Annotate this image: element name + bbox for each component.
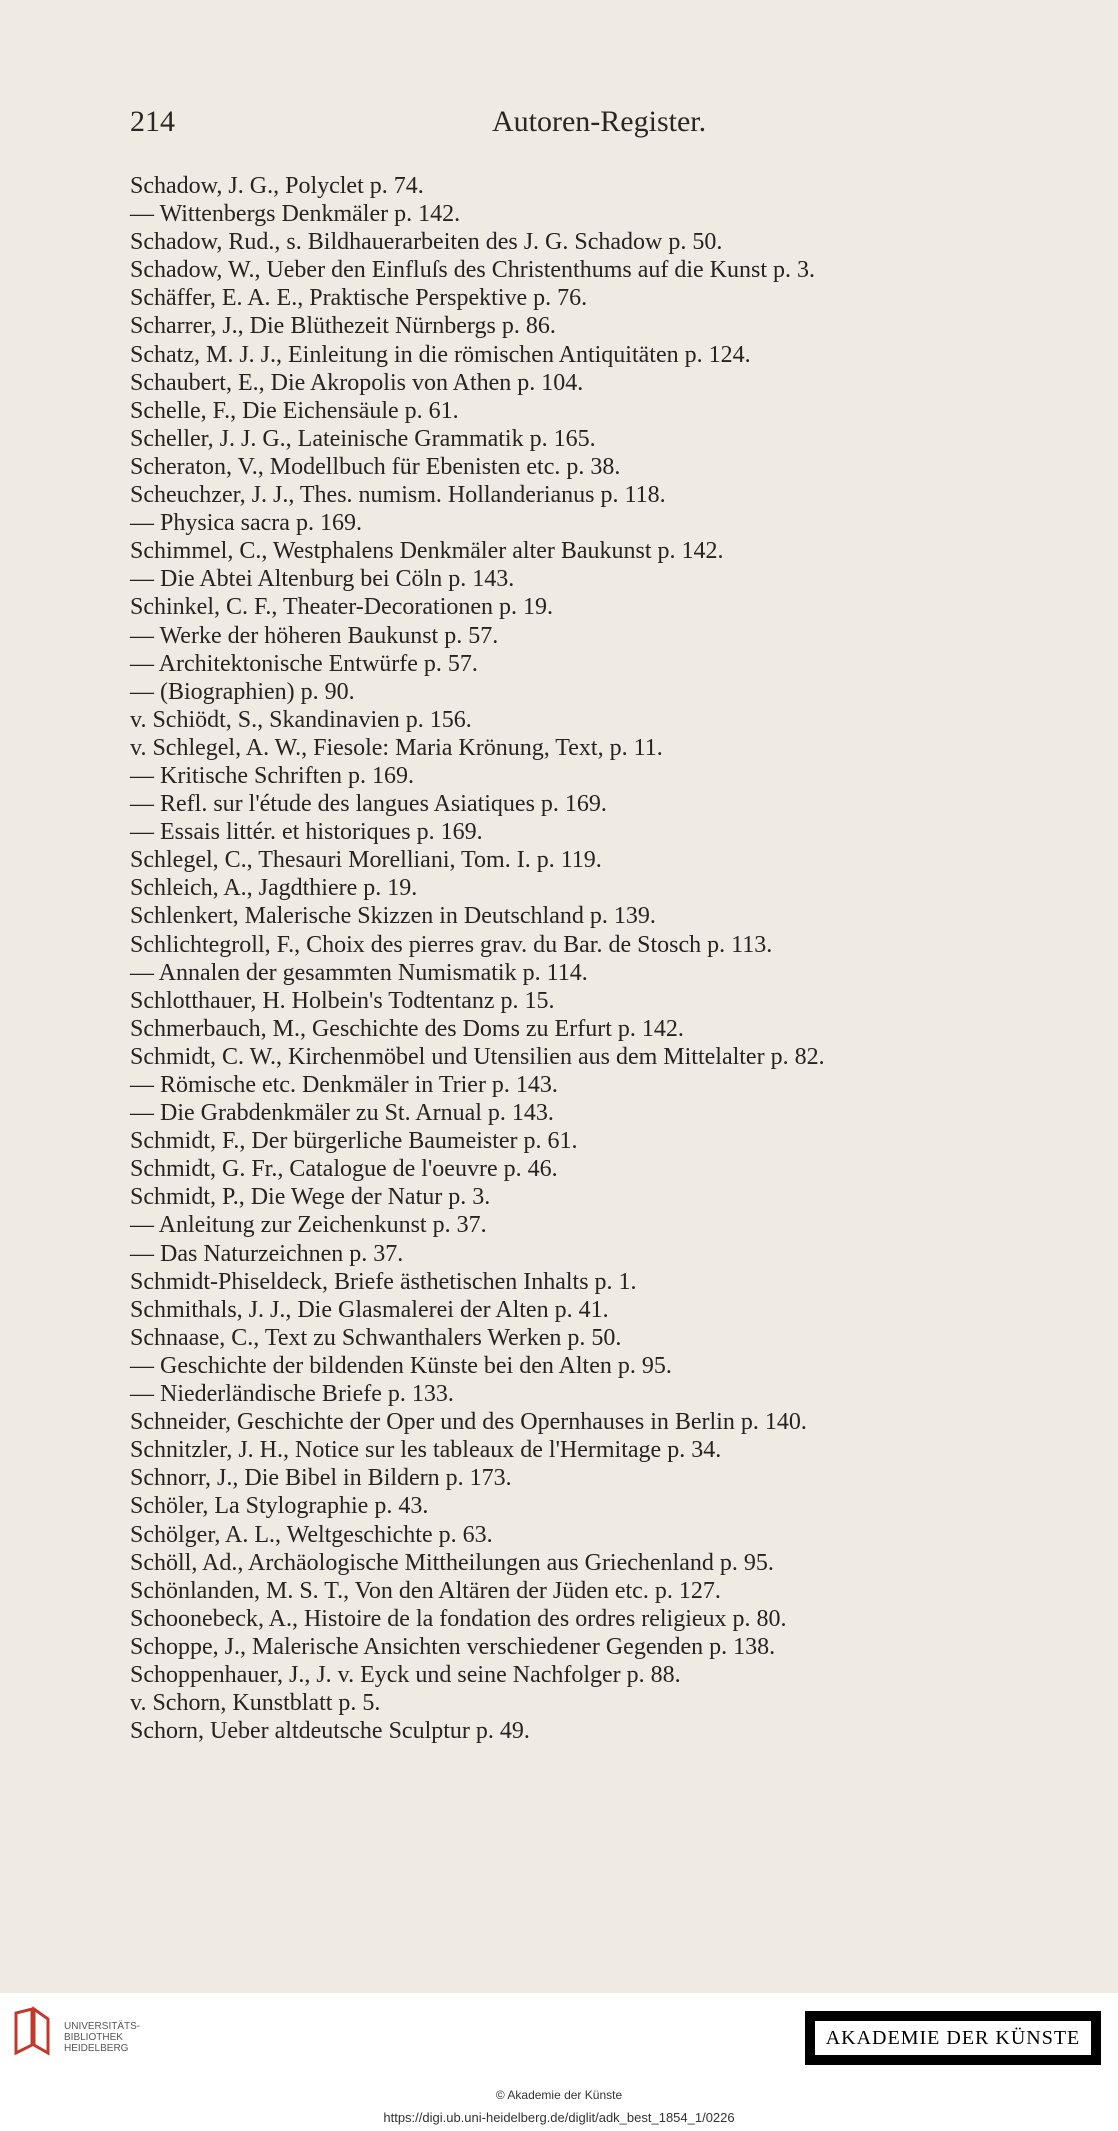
index-entry: Schneider, Geschichte der Oper und des Opernhauses in Berlin p. 140. [130, 1409, 807, 1436]
index-entry: Scheller, J. J. G., Lateinische Grammatik p. 165. [130, 425, 596, 452]
index-entry: Schoonebeck, A., Histoire de la fondation des ordres religieux p. 80. [130, 1605, 787, 1632]
adk-logo[interactable] [805, 2011, 1101, 2065]
author-index-list [130, 172, 1030, 1745]
index-entry: Schnaase, C., Text zu Schwanthalers Werken p. 50. [130, 1324, 622, 1351]
index-entry: Schimmel, C., Westphalens Denkmäler alter Baukunst p. 142. [130, 538, 724, 565]
index-entry: — Wittenbergs Denkmäler p. 142. [130, 201, 461, 228]
index-entry: — (Biographien) p. 90. [130, 678, 355, 705]
index-entry: — Das Naturzeichnen p. 37. [130, 1240, 404, 1267]
index-entry: Schaubert, E., Die Akropolis von Athen p. 104. [130, 369, 584, 396]
index-entry: — Anleitung zur Zeichenkunst p. 37. [130, 1212, 487, 1239]
index-entry: Schmidt-Phiseldeck, Briefe ästhetischen Inhalts p. 1. [130, 1268, 637, 1295]
index-entry: Schatz, M. J. J., Einleitung in die römischen Antiquitäten p. 124. [130, 341, 751, 368]
index-entry: — Werke der höheren Baukunst p. 57. [130, 622, 499, 649]
index-entry: Schadow, J. G., Polyclet p. 74. [130, 173, 424, 199]
index-entry: Schlotthauer, H. Holbein's Todtentanz p. 15. [130, 987, 555, 1014]
index-entry: — Die Grabdenkmäler zu St. Arnual p. 143. [130, 1100, 554, 1127]
index-entry: — Die Abtei Altenburg bei Cöln p. 143. [130, 566, 515, 593]
index-entry: Schelle, F., Die Eichensäule p. 61. [130, 397, 459, 424]
index-entry: Schlenkert, Malerische Skizzen in Deutschland p. 139. [130, 903, 656, 930]
index-entry: v. Schlegel, A. W., Fiesole: Maria Krönung, Text, p. 11. [130, 734, 663, 761]
index-entry: Schoppenhauer, J., J. v. Eyck und seine Nachfolger p. 88. [130, 1661, 681, 1688]
index-entry: Schmerbauch, M., Geschichte des Doms zu Erfurt p. 142. [130, 1015, 684, 1042]
index-entry: Schmidt, C. W., Kirchenmöbel und Utensilien aus dem Mittelalter p. 82. [130, 1043, 825, 1070]
running-head: Autoren-Register. [492, 105, 707, 138]
index-entry: Schadow, W., Ueber den Einfluſs des Christenthums auf die Kunst p. 3. [130, 257, 816, 284]
index-entry: — Niederländische Briefe p. 133. [130, 1381, 454, 1408]
ub-logo-icon [12, 2005, 52, 2061]
index-entry: — Geschichte der bildenden Künste bei den Alten p. 95. [130, 1352, 672, 1379]
index-entry: — Physica sacra p. 169. [130, 510, 362, 537]
index-entry: Schorn, Ueber altdeutsche Sculptur p. 49. [130, 1718, 530, 1745]
university-library-logo[interactable] [12, 2005, 152, 2061]
index-entry: Schleich, A., Jagdthiere p. 19. [130, 875, 418, 902]
index-entry: Schnorr, J., Die Bibel in Bildern p. 173. [130, 1465, 512, 1492]
index-entry: — Essais littér. et historiques p. 169. [130, 819, 483, 846]
page-header [130, 105, 730, 145]
index-entry: Schölger, A. L., Weltgeschichte p. 63. [130, 1521, 493, 1548]
viewer-footer [0, 1993, 1118, 2131]
index-entry: Schmithals, J. J., Die Glasmalerei der Alten p. 41. [130, 1296, 609, 1323]
index-entry: v. Schiödt, S., Skandinavien p. 156. [130, 706, 472, 733]
ub-logo-text: UNIVERSITÄTS- BIBLIOTHEK HEIDELBERG [64, 2021, 141, 2054]
index-entry: — Kritische Schriften p. 169. [130, 762, 414, 789]
index-entry: Schmidt, F., Der bürgerliche Baumeister p. 61. [130, 1128, 578, 1155]
index-entry: Schlegel, C., Thesauri Morelliani, Tom. I. p. 119. [130, 847, 602, 874]
index-entry: Schinkel, C. F., Theater-Decorationen p. 19. [130, 594, 554, 621]
index-entry: — Refl. sur l'étude des langues Asiatiques p. 169. [130, 791, 607, 818]
index-entry: Schoppe, J., Malerische Ansichten verschiedener Gegenden p. 138. [130, 1633, 776, 1660]
copyright-notice: © Akademie der Künste [495, 2088, 623, 2102]
index-entry: Schlichtegroll, F., Choix des pierres grav. du Bar. de Stosch p. 113. [130, 931, 773, 958]
source-url[interactable]: https://digi.ub.uni-heidelberg.de/diglit/adk_best_1854_1/0226 [383, 2110, 735, 2125]
index-entry: Schadow, Rud., s. Bildhauerarbeiten des J. G. Schadow p. 50. [130, 229, 723, 256]
index-entry: — Römische etc. Denkmäler in Trier p. 143. [130, 1072, 558, 1098]
index-entry: v. Schorn, Kunstblatt p. 5. [130, 1690, 381, 1717]
index-entry: Schmidt, P., Die Wege der Natur p. 3. [130, 1184, 491, 1211]
index-entry: Schönlanden, M. S. T., Von den Altären der Jüden etc. p. 127. [130, 1577, 721, 1604]
index-entry: — Annalen der gesammten Numismatik p. 114. [130, 959, 588, 986]
index-entry: Schöler, La Stylographie p. 43. [130, 1493, 429, 1520]
page-number: 214 [130, 105, 175, 138]
index-entry: Scheuchzer, J. J., Thes. numism. Hollanderianus p. 118. [130, 482, 666, 509]
index-entry: — Architektonische Entwürfe p. 57. [130, 650, 478, 677]
index-entry: Scheraton, V., Modellbuch für Ebenisten etc. p. 38. [130, 453, 621, 480]
index-entry: Schöll, Ad., Archäologische Mittheilungen aus Griechenland p. 95. [130, 1549, 774, 1576]
index-entry: Schnitzler, J. H., Notice sur les tableaux de l'Hermitage p. 34. [130, 1437, 722, 1464]
index-entry: Schäffer, E. A. E., Praktische Perspektive p. 76. [130, 285, 588, 312]
index-entry: Schmidt, G. Fr., Catalogue de l'oeuvre p. 46. [130, 1156, 558, 1183]
index-entry: Scharrer, J., Die Blüthezeit Nürnbergs p. 86. [130, 313, 556, 340]
adk-logo-label: AKADEMIE DER KÜNSTE [815, 2021, 1091, 2055]
